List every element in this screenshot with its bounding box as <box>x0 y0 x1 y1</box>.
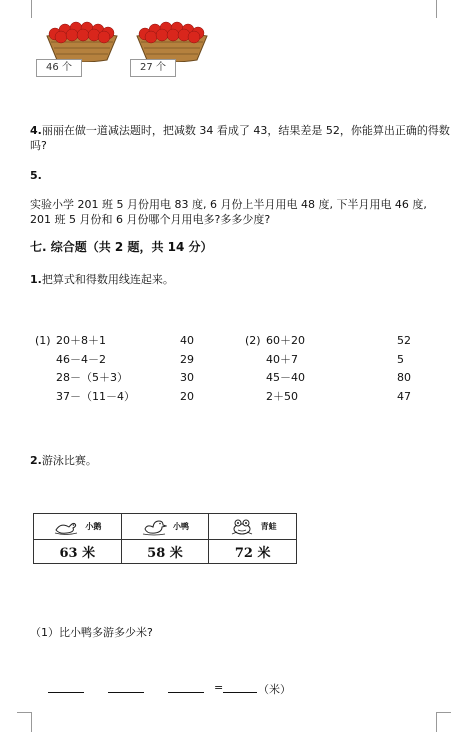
expression: 45－40 <box>266 371 305 384</box>
apple-basket-icon <box>133 18 211 62</box>
crop-mark-bottom-left <box>17 712 32 732</box>
swim-race-table <box>33 513 297 564</box>
sub-question-1: （1）比小鸭多游多少米? <box>30 626 153 639</box>
expression: 2＋50 <box>266 389 298 403</box>
result: 40 <box>180 334 194 347</box>
answer-blank[interactable] <box>168 692 204 693</box>
animal-name: 小鹅 <box>85 522 102 531</box>
group-1-expressions <box>56 332 135 406</box>
group-2-label: (2) <box>245 334 261 347</box>
animal-cell-goose <box>34 514 122 540</box>
basket-count-label: 27 个 <box>130 59 176 77</box>
question-number: 1. <box>30 273 42 286</box>
animal-name: 小鸭 <box>172 522 189 531</box>
expression: 46－4－2 <box>56 352 106 366</box>
result: 20 <box>180 389 194 403</box>
answer-blank[interactable] <box>48 692 84 693</box>
crop-mark-top-right <box>436 0 451 18</box>
question-text: 把算式和得数用线连起来。 <box>41 273 174 286</box>
basket-count-label: 46 个 <box>36 59 82 77</box>
problem-5-text: 实验小学 201 班 5 月份用电 83 度, 6 月份上半月用电 48 度, 下半月用电 46 度, 201 班 5 月份和 6 月份哪个月用电多?多多少度? <box>30 198 427 226</box>
expression: 40＋7 <box>266 352 298 366</box>
distance-cell: 63 米 <box>34 540 122 564</box>
result: 5 <box>397 352 404 366</box>
crop-mark-top-left <box>17 0 32 18</box>
expression: 60＋20 <box>266 334 305 347</box>
result: 80 <box>397 371 411 384</box>
expression: 37－（11－4） <box>56 389 135 403</box>
expression: 20＋8＋1 <box>56 334 106 347</box>
unit-label: （米） <box>258 683 291 696</box>
question-number: 2. <box>30 454 42 467</box>
expression: 28－（5＋3） <box>56 371 128 384</box>
animal-cell-duck <box>121 514 209 540</box>
answer-result-blank[interactable] <box>223 692 257 693</box>
animal-name: 青蛙 <box>260 522 277 531</box>
question-text: 游泳比赛。 <box>41 454 97 467</box>
result: 52 <box>397 334 411 347</box>
group-2-expressions <box>266 332 305 406</box>
section-title: 七. 综合题（共 2 题，共 14 分） <box>30 240 213 254</box>
equals-sign: = <box>214 681 224 694</box>
problem-4 <box>30 123 450 153</box>
crop-mark-bottom-right <box>436 712 451 732</box>
question-2 <box>30 453 450 468</box>
result: 47 <box>397 389 411 403</box>
apple-basket-icon <box>43 18 121 62</box>
result: 30 <box>180 371 194 384</box>
group-1-label: (1) <box>35 334 51 347</box>
group-2-results <box>397 332 411 406</box>
problem-text: 丽丽在做一道减法题时，把减数 34 看成了 43，结果差是 52，你能算出正确的得数吗? <box>30 124 450 152</box>
duck-icon <box>141 518 167 536</box>
goose-icon <box>53 518 79 536</box>
distance-cell: 58 米 <box>121 540 209 564</box>
distance-cell: 72 米 <box>209 540 297 564</box>
problem-number: 5. <box>30 169 42 182</box>
question-1 <box>30 272 450 287</box>
group-1-results <box>180 332 194 406</box>
frog-icon <box>229 518 255 536</box>
problem-number: 4. <box>30 124 42 137</box>
animal-cell-frog <box>209 514 297 540</box>
answer-blank[interactable] <box>108 692 144 693</box>
result: 29 <box>180 352 194 366</box>
